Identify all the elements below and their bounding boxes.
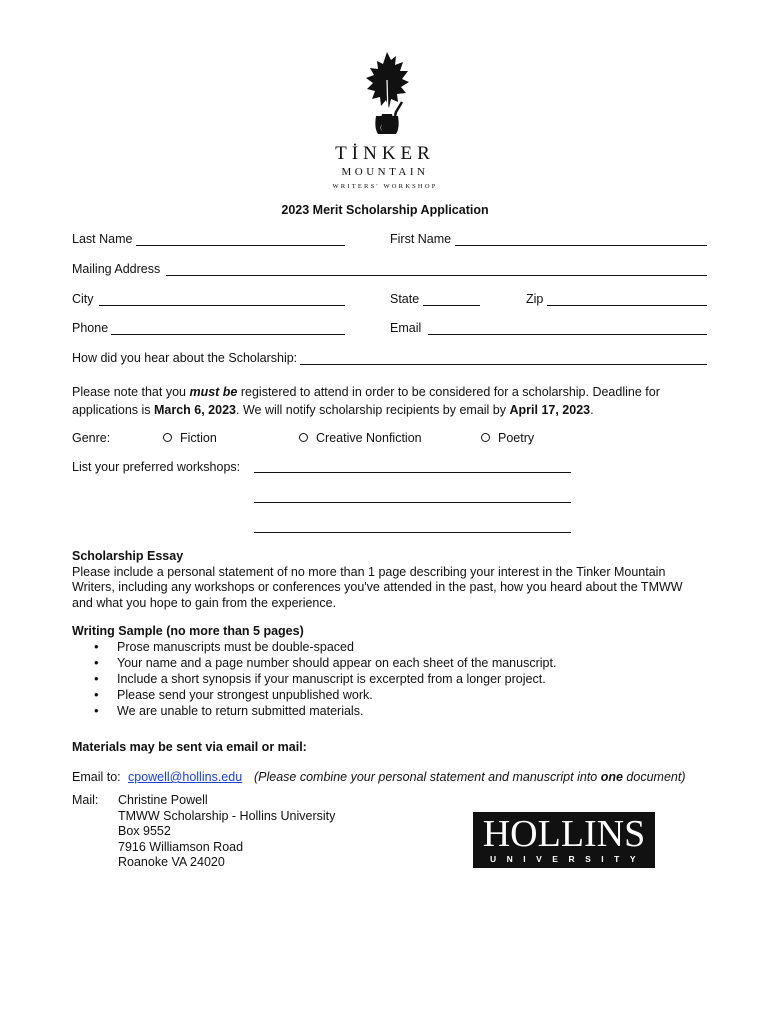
registration-note [72,383,712,419]
last-name-field[interactable] [136,245,345,246]
list-item: • Include a short synopsis if your manuscript is excerpted from a longer project. [72,672,722,688]
radio-icon[interactable] [163,433,172,442]
mail-line: Christine Powell [118,793,208,807]
deadline-date: March 6, 2023 [154,403,236,417]
mail-address [118,793,335,871]
first-name-field[interactable] [455,245,707,246]
list-item: • Please send your strongest unpublished work. [72,688,722,704]
mail-label: Mail: [72,793,99,807]
email-to-link[interactable] [128,770,242,786]
writing-sample-heading: Writing Sample (no more than 5 pages) [72,624,304,638]
radio-icon[interactable] [299,433,308,442]
genre-option-poetry[interactable] [481,431,534,447]
email-note-bold: one [600,770,623,784]
note-text-5: . [590,403,594,417]
essay-heading: Scholarship Essay [72,549,184,563]
genre-fiction-label: Fiction [180,431,217,445]
city-label: City [72,292,94,306]
logo-mountain-text: MOUNTAIN [341,166,429,178]
first-name-label: First Name [390,232,452,246]
note-text-2: registered to attend in order to be considered for a scholarship. Deadline for [237,385,660,399]
hollins-university-logo [473,812,655,868]
state-label: State [390,292,420,306]
genre-option-fiction[interactable] [163,431,217,447]
essay-line-2: Writers, including any workshops or conferences you've attended in the past, how you heard about the TMWW [72,580,683,594]
city-field[interactable] [99,305,345,306]
email-label: Email [390,321,422,335]
list-item: • We are unable to return submitted materials. [72,704,722,720]
note-text-1: Please note that you [72,385,190,399]
logo-workshop-text: WRITERS' WORKSHOP [332,183,438,190]
workshop-field-2[interactable] [254,502,571,503]
writing-sample-list [72,640,722,720]
zip-field[interactable] [547,305,707,306]
essay-section [72,549,722,611]
mail-line: TMWW Scholarship - Hollins University [118,808,336,823]
state-field[interactable] [423,305,480,306]
phone-field[interactable] [111,334,345,335]
mailing-address-label: Mailing Address [72,262,161,276]
email-field[interactable] [428,334,707,335]
hollins-logo-sub: UNIVERSITY [489,854,646,864]
radio-icon[interactable] [481,433,490,442]
oak-leaf-inkwell-icon [362,50,412,136]
zip-label: Zip [526,292,544,306]
email-note-text-2: document) [622,770,686,784]
tinker-mountain-logo [300,50,470,200]
hollins-logo-main: HOLLINS [482,813,646,855]
mail-line: Roanoke VA 24020 [118,855,225,869]
last-name-label: Last Name [72,232,133,246]
page-title: 2023 Merit Scholarship Application [281,203,489,217]
workshop-field-1[interactable] [254,472,571,473]
materials-heading: Materials may be sent via email or mail: [72,740,307,754]
email-to-label: Email to: [72,770,121,784]
list-item: • Prose manuscripts must be double-spaced [72,640,722,656]
note-must-be: must be [189,385,238,399]
email-note-text-1: (Please combine your personal statement and manuscript into [254,770,601,784]
how-heard-field[interactable] [300,364,707,365]
how-heard-label: How did you hear about the Scholarship: [72,351,298,365]
essay-line-3: and what you hope to gain from the experience. [72,595,337,610]
notify-date: April 17, 2023 [509,403,591,417]
mail-line: Box 9552 [118,824,171,838]
genre-creative-nonfiction-label: Creative Nonfiction [316,431,422,445]
email-note [254,770,685,786]
workshop-field-3[interactable] [254,532,571,533]
essay-line-1: Please include a personal statement of no more than 1 page describing your interest in the Tinker Mountain [72,564,666,579]
mailing-address-field[interactable] [166,275,707,276]
phone-label: Phone [72,321,109,335]
mail-line: 7916 Williamson Road [118,839,244,854]
workshops-label: List your preferred workshops: [72,460,241,474]
genre-option-creative-nonfiction[interactable] [299,431,422,447]
genre-label: Genre: [72,431,111,445]
writing-sample-section [72,624,722,720]
note-text-3: applications is [72,403,154,417]
genre-poetry-label: Poetry [498,431,535,445]
logo-tinker-text: TİNKER [335,143,435,164]
list-item: • Your name and a page number should appear on each sheet of the manuscript. [72,656,722,672]
email-address-link[interactable]: cpowell@hollins.edu [128,770,243,784]
note-text-4: . We will notify scholarship recipients by email by [236,403,510,417]
